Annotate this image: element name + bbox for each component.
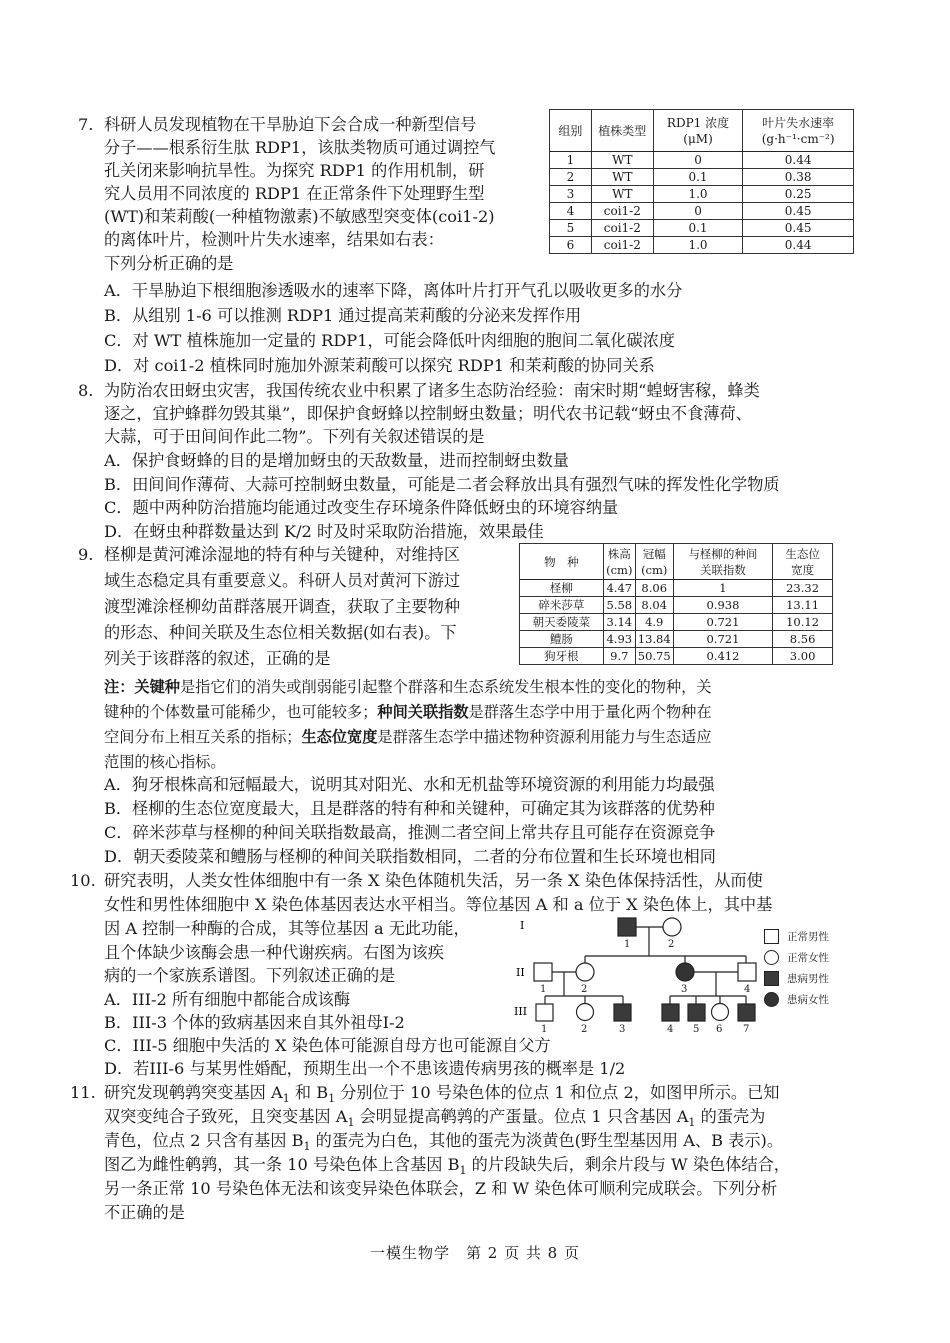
member-number: 2	[581, 984, 588, 995]
table-header-cell: 株高 (cm)	[603, 544, 635, 580]
table-cell: 0.721	[673, 614, 772, 631]
table-row	[550, 203, 854, 220]
q8-option-b: B．田间间作薄荷、大蒜可控制蚜虫数量，可能是二者会释放出具有强烈气味的挥发性化学物质	[104, 475, 780, 494]
table-cell: 9.7	[603, 648, 635, 665]
term-association-index: 种间关联指数	[377, 703, 469, 721]
subscript: 1	[347, 1116, 355, 1130]
table-cell: 朝天委陵菜	[520, 614, 604, 631]
member-number: 7	[743, 1024, 750, 1034]
q9-option-a: A．狗牙根株高和冠幅最大，说明其对阳光、水和无机盐等环境资源的利用能力均最强	[104, 775, 715, 794]
legend-filled-square-icon	[764, 971, 779, 986]
table-row	[520, 614, 833, 631]
text-run: 分别位于 10 号染色体的位点 1 和位点 2，如图甲所示。已知	[335, 1083, 780, 1102]
q10-line: 且个体缺少该酶会患一种代谢疾病。右图为该疾	[104, 943, 444, 962]
table-cell: 0	[653, 152, 743, 169]
q9-data-table	[519, 543, 833, 665]
q8-option-c: C．题中两种防治措施均能通过改变生存环境条件降低蚜虫的环境容纳量	[104, 498, 619, 517]
table-row	[550, 152, 854, 169]
gen-label-iii: III	[514, 1005, 528, 1018]
member-number: 1	[541, 1024, 548, 1034]
table-cell: 1.0	[653, 186, 743, 203]
table-header-cell: 与柽柳的种间 关联指数	[673, 544, 772, 580]
pedigree-normal-female	[576, 963, 594, 981]
table-cell: 1.0	[653, 237, 743, 254]
q7-option-d: D．对 coi1-2 植株同时施加外源茉莉酸可以探究 RDP1 和茉莉酸的协同关系	[104, 356, 655, 375]
pedigree-affected-male	[618, 918, 636, 936]
note-text: 是群落生态学中用于量化两个物种在	[468, 703, 712, 721]
q7-option-a: A．干旱胁迫下根细胞渗透吸水的速率下降，离体叶片打开气孔以吸收更多的水分	[104, 281, 683, 300]
table-cell: WT	[591, 169, 653, 186]
note-line	[104, 727, 712, 747]
legend-label: 患病女性	[787, 994, 829, 1006]
table-cell: 3.14	[603, 614, 635, 631]
table-cell: 1	[673, 580, 772, 597]
q11-line: 不正确的是	[104, 1203, 185, 1222]
member-number: 6	[716, 1024, 723, 1034]
member-number: 2	[581, 1024, 588, 1034]
pedigree-affected-male	[738, 1004, 755, 1021]
table-cell: WT	[591, 152, 653, 169]
note-line	[104, 677, 712, 697]
q7-line: 科研人员发现植物在干旱胁迫下会合成一种新型信号	[104, 115, 477, 134]
table-row	[550, 237, 854, 254]
table-cell: 8.06	[635, 580, 673, 597]
q7-line: 下列分析正确的是	[104, 254, 234, 273]
text-run: 的片段缺失后，剩余片段与 W 染色体结合，	[466, 1155, 790, 1174]
q7-option-c: C．对 WT 植株施加一定量的 RDP1，可能会降低叶肉细胞的胞间二氧化碳浓度	[104, 331, 676, 350]
q8-option-a: A．保护食蚜蜂的目的是增加蚜虫的天敌数量，进而控制蚜虫数量	[104, 451, 569, 470]
table-cell: 柽柳	[520, 580, 604, 597]
q7-line: 的离体叶片，检测叶片失水速率，结果如右表：	[104, 230, 444, 249]
table-cell: 0.25	[743, 186, 854, 203]
table-cell: 0.44	[743, 237, 854, 254]
subscript: 1	[328, 1092, 336, 1106]
text-run: 双突变纯合子致死，且突变基因 A	[104, 1107, 348, 1126]
member-number: 1	[624, 939, 631, 950]
q9-option-b: B．柽柳的生态位宽度最大，且是群落的特有种和关键种，可确定其为该群落的优势种	[104, 799, 715, 818]
table-cell: 狗牙根	[520, 648, 604, 665]
q10-option-d: D．若III-6 与某男性婚配，预期生出一个不患该遗传病男孩的概率是 1/2	[104, 1059, 626, 1078]
q10-number: 10.	[70, 871, 96, 890]
note-line: 范围的核心指标。	[104, 753, 226, 771]
table-cell: 4.47	[603, 580, 635, 597]
pedigree-affected-male	[662, 1004, 679, 1021]
q11-number: 11.	[70, 1083, 96, 1102]
table-header-row	[550, 110, 854, 152]
table-row	[520, 597, 833, 614]
note-text: 是指它们的消失或削弱能引起整个群落和生态系统发生根本性的变化的物种，关	[179, 678, 712, 696]
table-cell: 4.93	[603, 631, 635, 648]
gen-label-i: I	[520, 919, 525, 932]
note-line	[104, 702, 712, 722]
pedigree-normal-female	[577, 1004, 594, 1021]
table-header-cell: RDP1 浓度 (μM)	[653, 110, 743, 152]
pedigree-affected-male	[614, 1004, 631, 1021]
legend-label: 正常女性	[787, 952, 829, 964]
q9-line: 渡型滩涂柽柳幼苗群落展开调查，获取了主要物种	[104, 597, 461, 616]
text-run: 和 B	[289, 1083, 329, 1102]
pedigree-normal-male	[738, 963, 756, 981]
table-cell: 0.1	[653, 169, 743, 186]
table-header-cell: 组别	[550, 110, 592, 152]
subscript: 1	[282, 1092, 290, 1106]
q9-number: 9.	[78, 545, 94, 564]
q10-option-c: C．III-5 细胞中失活的 X 染色体可能源自母方也可能源自父方	[104, 1036, 551, 1055]
table-cell: 13.84	[635, 631, 673, 648]
table-row	[520, 631, 833, 648]
text-run: 的蛋壳为白色，其他的蛋壳为淡黄色(野生型基因用 A、B 表示)。	[310, 1131, 784, 1150]
q8-line: 为防治农田蚜虫灾害，我国传统农业中积累了诸多生态防治经验：南宋时期“蝗蚜害稼，蜂类	[104, 381, 760, 400]
q10-line: 病的一个家族系谱图。下列叙述正确的是	[104, 966, 396, 985]
legend-label: 正常男性	[787, 931, 829, 943]
text-run: 的蛋壳为	[695, 1107, 766, 1126]
legend-square-icon	[764, 929, 779, 944]
text-run: 研究发现鹌鹑突变基因 A	[104, 1083, 283, 1102]
q9-line: 的形态、种间关联及生态位相关数据(如右表)。下	[104, 623, 457, 642]
table-header-row	[520, 544, 833, 580]
q9-line: 柽柳是黄河滩涂湿地的特有种与关键种，对维持区	[104, 545, 461, 564]
table-cell: 0.44	[743, 152, 854, 169]
table-cell: 5	[550, 220, 592, 237]
table-cell: 50.75	[635, 648, 673, 665]
q8-number: 8.	[78, 381, 94, 400]
member-number: 3	[681, 984, 688, 995]
table-cell: coi1-2	[591, 237, 653, 254]
table-row	[520, 648, 833, 665]
q11-line	[104, 1107, 765, 1133]
pedigree-affected-male	[688, 1004, 705, 1021]
text-run: 会明显提高鹌鹑的产蛋量。位点 1 只含基因 A	[354, 1107, 689, 1126]
q9-line: 域生态稳定具有重要意义。科研人员对黄河下游过	[104, 571, 461, 590]
table-cell: 鳢肠	[520, 631, 604, 648]
note-label: 注：	[104, 678, 135, 696]
q11-line	[104, 1155, 790, 1181]
table-cell: 5.58	[603, 597, 635, 614]
q7-option-b: B．从组别 1-6 可以推测 RDP1 通过提高茉莉酸的分泌来发挥作用	[104, 306, 582, 325]
member-number: 4	[744, 984, 751, 995]
member-number: 1	[540, 984, 547, 995]
q10-line: 女性和男性体细胞中 X 染色体基因表达水平相当。等位基因 A 和 a 位于 X 染色体上，其中基	[104, 895, 773, 914]
pedigree-normal-male	[534, 963, 552, 981]
table-row	[550, 186, 854, 203]
q10-option-b: B．III-3 个体的致病基因来自其外祖母I-2	[104, 1013, 405, 1032]
legend-circle-icon	[764, 950, 779, 965]
q7-line: (WT)和茉莉酸(一种植物激素)不敏感型突变体(coi1-2)	[104, 207, 495, 226]
table-cell: 3.00	[773, 648, 833, 665]
table-header-cell: 物 种	[520, 544, 604, 580]
pedigree-diagram	[500, 912, 770, 1034]
term-keystone-species: 关键种	[134, 678, 180, 696]
note-text: 键种的个体数量可能稀少，也可能较多；	[104, 703, 378, 721]
table-cell: 碎米莎草	[520, 597, 604, 614]
pedigree-normal-male	[536, 1004, 553, 1021]
q8-option-d: D．在蚜虫种群数量达到 K/2 时及时采取防治措施，效果最佳	[104, 522, 544, 541]
table-row	[520, 580, 833, 597]
legend-label: 患病男性	[787, 973, 829, 985]
legend-filled-circle-icon	[764, 992, 779, 1007]
q11-line	[104, 1083, 779, 1109]
pedigree-normal-female	[712, 1004, 729, 1021]
table-cell: 0.938	[673, 597, 772, 614]
q7-line: 究人员用不同浓度的 RDP1 在正常条件下处理野生型	[104, 184, 485, 203]
table-cell: 0.45	[743, 220, 854, 237]
member-number: 4	[667, 1024, 674, 1034]
member-number: 2	[668, 939, 675, 950]
text-run: 青色，位点 2 只含有基因 B	[104, 1131, 304, 1150]
gen-label-ii: II	[516, 966, 525, 979]
table-header-cell: 冠幅 (cm)	[635, 544, 673, 580]
note-text: 是群落生态学中描述物种资源利用能力与生态适应	[377, 728, 712, 746]
table-cell: 0.38	[743, 169, 854, 186]
q7-line: 分子——根系衍生肽 RDP1，该肽类物质可通过调控气	[104, 138, 496, 157]
table-cell: 8.04	[635, 597, 673, 614]
table-cell: 13.11	[773, 597, 833, 614]
q10-option-a: A．III-2 所有细胞中都能合成该酶	[104, 990, 351, 1009]
member-number: 5	[693, 1024, 700, 1034]
table-cell: 10.12	[773, 614, 833, 631]
table-cell: 2	[550, 169, 592, 186]
table-cell: 0.1	[653, 220, 743, 237]
table-header-cell: 叶片失水速率 (g·h⁻¹·cm⁻²)	[743, 110, 854, 152]
q7-line: 孔关闭来影响抗旱性。为探究 RDP1 的作用机制，研	[104, 161, 485, 180]
q8-line: 逐之，宜护蜂群勿毁其巢”，即保护食蚜蜂以控制蚜虫数量；明代农书记载“蚜虫不食薄荷、	[104, 404, 752, 423]
table-row	[550, 220, 854, 237]
subscript: 1	[688, 1116, 696, 1130]
page-footer: 一模生物学 第 2 页 共 8 页	[370, 1244, 580, 1262]
q10-line: 研究表明，人类女性体细胞中有一条 X 染色体随机失活，另一条 X 染色体保持活性，从而使	[104, 871, 763, 890]
table-cell: 0	[653, 203, 743, 220]
subscript: 1	[459, 1164, 467, 1178]
note-text: 空间分布上相互关系的指标；	[104, 728, 302, 746]
table-cell: 1	[550, 152, 592, 169]
term-niche-breadth: 生态位宽度	[301, 728, 378, 746]
text-run: 图乙为雌性鹌鹑，其一条 10 号染色体上含基因 B	[104, 1155, 460, 1174]
q7-data-table	[549, 109, 854, 254]
table-cell: coi1-2	[591, 203, 653, 220]
table-cell: 23.32	[773, 580, 833, 597]
table-header-cell: 生态位 宽度	[773, 544, 833, 580]
table-cell: 6	[550, 237, 592, 254]
q11-line	[104, 1131, 783, 1157]
q9-option-d: D．朝天委陵菜和鳢肠与柽柳的种间关联指数相同，二者的分布位置和生长环境也相同	[104, 847, 716, 866]
q7-number: 7.	[78, 115, 94, 134]
pedigree-normal-female	[663, 918, 681, 936]
member-number: 3	[619, 1024, 626, 1034]
table-row	[550, 169, 854, 186]
table-cell: 0.721	[673, 631, 772, 648]
q9-line: 列关于该群落的叙述，正确的是	[104, 649, 331, 668]
table-header-cell: 植株类型	[591, 110, 653, 152]
q10-line: 因 A 控制一种酶的合成，其等位基因 a 无此功能，	[104, 919, 470, 938]
table-cell: 0.45	[743, 203, 854, 220]
table-cell: coi1-2	[591, 220, 653, 237]
q9-option-c: C．碎米莎草与柽柳的种间关联指数最高，推测二者空间上常共存且可能存在资源竞争	[104, 823, 716, 842]
table-cell: 4	[550, 203, 592, 220]
table-cell: 0.412	[673, 648, 772, 665]
table-cell: 8.56	[773, 631, 833, 648]
q11-line: 另一条正常 10 号染色体无法和该变异染色体联会，Z 和 W 染色体可顺利完成联会。下列分析	[104, 1179, 778, 1198]
table-cell: 4.9	[635, 614, 673, 631]
q8-line: 大蒜，可于田间间作此二物”。下列有关叙述错误的是	[104, 427, 485, 446]
pedigree-affected-female	[676, 963, 694, 981]
subscript: 1	[303, 1140, 311, 1154]
table-cell: 3	[550, 186, 592, 203]
table-cell: WT	[591, 186, 653, 203]
